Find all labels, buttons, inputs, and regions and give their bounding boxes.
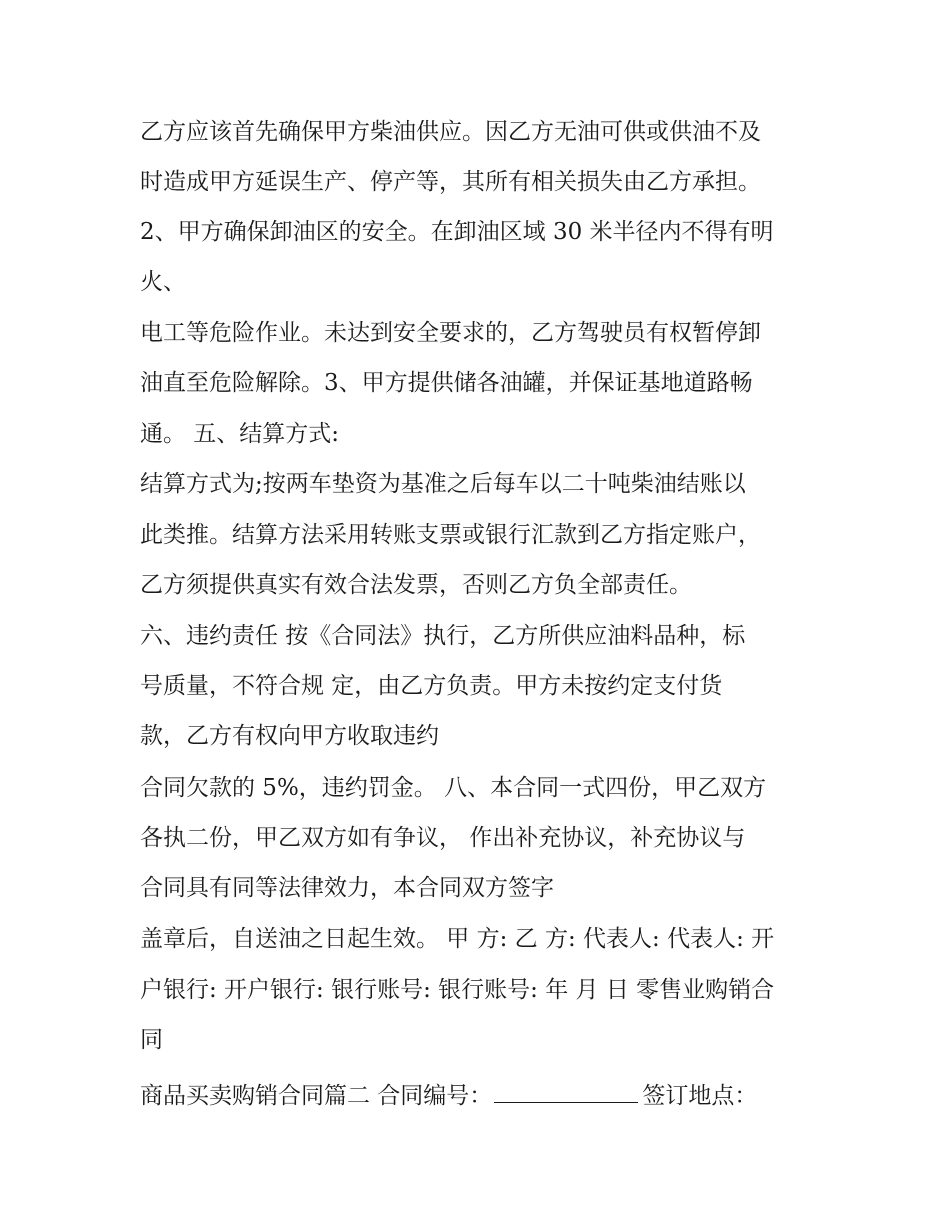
- text-line: 此类推。结算方法采用转账支票或银行汇款到乙方指定账户，: [140, 522, 761, 548]
- contract-number-label: 商品买卖购销合同篇二 合同编号：: [140, 1083, 493, 1109]
- text-line: 乙方应该首先确保甲方柴油供应。因乙方无油可供或供油不及: [140, 119, 761, 145]
- text-line: 结算方式为;按两车垫资为基准之后每车以二十吨柴油结账以: [140, 471, 746, 497]
- text-line: 盖章后，自送油之日起生效。 甲 方: 乙 方: 代表人: 代表人: 开: [140, 926, 775, 952]
- signing-place-label: 签订地点：: [642, 1083, 758, 1109]
- text-line: 六、违约责任 按《合同法》执行，乙方所供应油料品种，标: [140, 623, 746, 649]
- text-line: 火、: [140, 269, 186, 295]
- text-line: 款，乙方有权向甲方收取违约: [140, 723, 439, 749]
- text-line: 时造成甲方延误生产、停产等，其所有相关损失由乙方承担。: [140, 169, 761, 195]
- text-line: 各执二份，甲乙双方如有争议， 作出补充协议，补充协议与: [140, 825, 746, 851]
- text-line: 乙方须提供真实有效合法发票，否则乙方负全部责任。: [140, 572, 692, 598]
- contract-number-line: [140, 1080, 757, 1111]
- text-line: 通。 五、结算方式:: [140, 421, 340, 447]
- text-line: 同: [140, 1027, 163, 1053]
- text-line: 2、甲方确保卸油区的安全。在卸油区域 30 米半径内不得有明: [140, 219, 774, 245]
- contract-number-blank: [494, 1080, 638, 1103]
- text-line: 油直至危险解除。3、甲方提供储各油罐，并保证基地道路畅: [140, 370, 753, 396]
- text-line: 电工等危险作业。未达到安全要求的，乙方驾驶员有权暂停卸: [140, 320, 761, 346]
- text-line: 合同具有同等法律效力，本合同双方签字: [140, 875, 554, 901]
- text-line: 户银行: 开户银行: 银行账号: 银行账号: 年 月 日 零售业购销合: [140, 977, 775, 1003]
- text-line: 号质量，不符合规 定，由乙方负责。甲方未按约定支付货: [140, 673, 723, 699]
- text-line: 合同欠款的 5%，违约罚金。 八、本合同一式四份，甲乙双方: [140, 775, 767, 801]
